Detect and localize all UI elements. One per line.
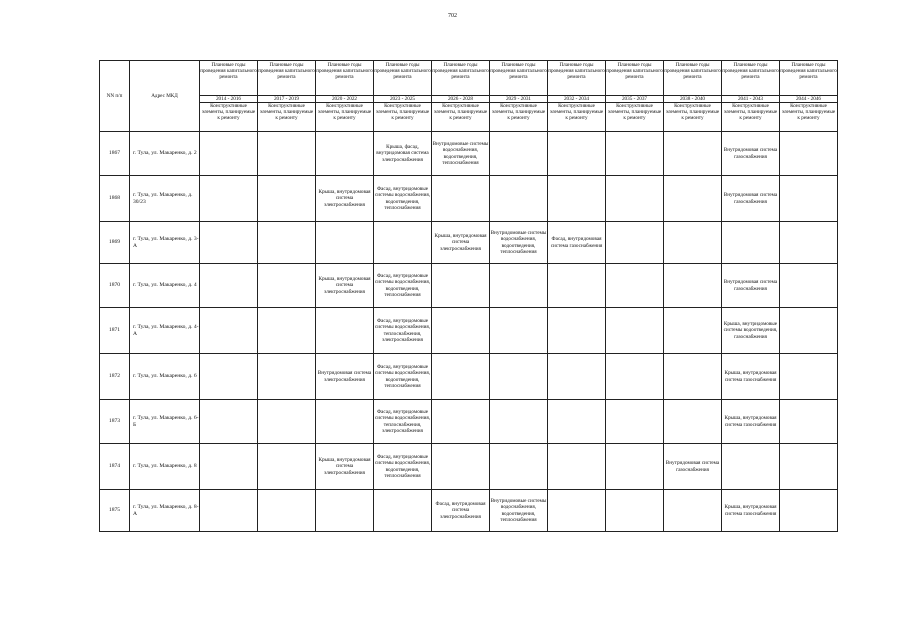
repair-cell (200, 490, 258, 532)
repair-cell (548, 444, 606, 490)
repair-cell (606, 400, 664, 444)
row-number: 1868 (100, 176, 130, 222)
repair-cell (200, 444, 258, 490)
repair-cell (490, 264, 548, 308)
repair-cell (374, 222, 432, 264)
repair-cell: Крыша, внутридомовая система газоснабжения (722, 400, 780, 444)
repair-cell (316, 132, 374, 176)
repair-cell: Внутридомовая система электроснабжения (316, 354, 374, 400)
repair-cell (722, 444, 780, 490)
repair-cell (200, 308, 258, 354)
elements-header: Конструктивные элементы, планируемые к ремонту (258, 103, 316, 132)
elements-header: Конструктивные элементы, планируемые к ремонту (780, 103, 838, 132)
repair-cell (548, 308, 606, 354)
repair-cell: Фасад, внутридомовые системы водоснабжения, водоотведения, теплоснабжения (374, 264, 432, 308)
elements-header: Конструктивные элементы, планируемые к ремонту (664, 103, 722, 132)
repair-cell (490, 354, 548, 400)
repair-cell (316, 222, 374, 264)
table-header (100, 61, 838, 132)
row-number: 1871 (100, 308, 130, 354)
address-header: Адрес МКД (130, 61, 200, 132)
row-number: 1873 (100, 400, 130, 444)
repair-cell (490, 308, 548, 354)
repair-cell (664, 264, 722, 308)
planned-years-header: Плановые годы проведения капитального ремонта (606, 61, 664, 96)
row-address: г. Тула, ул. Макаренко, д. 4 (130, 264, 200, 308)
repair-cell: Крыша, внутридомовая система электроснабжения (316, 264, 374, 308)
elements-header: Конструктивные элементы, планируемые к ремонту (490, 103, 548, 132)
repair-cell (548, 400, 606, 444)
repair-cell (316, 400, 374, 444)
repair-cell (258, 354, 316, 400)
repair-cell (200, 132, 258, 176)
repair-cell (548, 176, 606, 222)
table-row (100, 222, 838, 264)
elements-header: Конструктивные элементы, планируемые к ремонту (374, 103, 432, 132)
table-row (100, 444, 838, 490)
row-address: г. Тула, ул. Макаренко, д. 2 (130, 132, 200, 176)
row-address: г. Тула, ул. Макаренко, д. 30/23 (130, 176, 200, 222)
planned-years-header: Плановые годы проведения капитального ремонта (722, 61, 780, 96)
repair-cell: Внутридомовые системы водоснабжения, водоотведения, теплоснабжения (490, 222, 548, 264)
repair-cell (780, 264, 838, 308)
elements-header: Конструктивные элементы, планируемые к ремонту (722, 103, 780, 132)
planned-years-header: Плановые годы проведения капитального ремонта (780, 61, 838, 96)
row-number: 1870 (100, 264, 130, 308)
repair-cell (664, 354, 722, 400)
repair-cell (780, 176, 838, 222)
repair-cell (606, 444, 664, 490)
repair-cell (258, 176, 316, 222)
table-row (100, 176, 838, 222)
repair-cell (780, 222, 838, 264)
table-row (100, 132, 838, 176)
table-row (100, 400, 838, 444)
repair-cell (316, 490, 374, 532)
planned-years-header: Плановые годы проведения капитального ремонта (490, 61, 548, 96)
repair-cell (200, 264, 258, 308)
repair-cell (548, 490, 606, 532)
period-header: 2026 - 2028 (432, 96, 490, 103)
repair-cell (548, 132, 606, 176)
repair-cell (606, 308, 664, 354)
repair-cell (258, 444, 316, 490)
repair-cell (258, 264, 316, 308)
repair-cell: Внутридомовая система газоснабжения (664, 444, 722, 490)
period-header: 2023 - 2025 (374, 96, 432, 103)
repair-cell (606, 490, 664, 532)
planned-years-header: Плановые годы проведения капитального ремонта (316, 61, 374, 96)
repair-cell (780, 490, 838, 532)
repair-cell (664, 490, 722, 532)
repair-cell (780, 308, 838, 354)
repair-cell: Крыша, внутридомовая система электроснабжения (316, 176, 374, 222)
repair-cell: Внутридомовая система газоснабжения (722, 132, 780, 176)
row-number: 1867 (100, 132, 130, 176)
repair-cell (258, 308, 316, 354)
nn-header: NN п/п (100, 61, 130, 132)
repair-cell: Фасад, внутридомовые системы водоснабжения, теплоснабжения, электроснабжения (374, 400, 432, 444)
row-address: г. Тула, ул. Макаренко, д. 4-А (130, 308, 200, 354)
table-row (100, 490, 838, 532)
repair-cell (722, 222, 780, 264)
repair-cell: Внутридомовая система газоснабжения (722, 264, 780, 308)
row-address: г. Тула, ул. Макаренко, д. 3-А (130, 222, 200, 264)
planned-years-header: Плановые годы проведения капитального ремонта (664, 61, 722, 96)
repair-cell: Крыша, внутридомовая система газоснабжения (722, 354, 780, 400)
repair-cell: Внутридомовые системы водоснабжения, водоотведения, теплоснабжения (432, 132, 490, 176)
repair-cell: Крыша, внутридомовая система электроснабжения (432, 222, 490, 264)
table-row (100, 308, 838, 354)
period-header: 2044 - 2046 (780, 96, 838, 103)
planned-years-header: Плановые годы проведения капитального ремонта (548, 61, 606, 96)
repair-cell: Фасад, внутридомовые системы водоснабжения, водоотведения, теплоснабжения (374, 176, 432, 222)
repair-cell (664, 222, 722, 264)
repair-cell (664, 308, 722, 354)
table-row (100, 264, 838, 308)
period-header: 2014 - 2016 (200, 96, 258, 103)
repair-cell (200, 222, 258, 264)
period-header: 2017 - 2019 (258, 96, 316, 103)
repair-cell (490, 132, 548, 176)
repair-cell (664, 176, 722, 222)
period-header: 2038 - 2040 (664, 96, 722, 103)
period-header: 2035 - 2037 (606, 96, 664, 103)
repair-cell (200, 400, 258, 444)
repair-cell: Крыша, внутридомовые системы водоотведения, газоснабжения (722, 308, 780, 354)
repair-cell: Фасад, внутридомовая система газоснабжения (548, 222, 606, 264)
repair-cell (258, 490, 316, 532)
capital-repair-table (99, 60, 838, 532)
row-number: 1872 (100, 354, 130, 400)
row-number: 1869 (100, 222, 130, 264)
repair-cell (780, 444, 838, 490)
repair-cell (664, 132, 722, 176)
elements-header: Конструктивные элементы, планируемые к ремонту (432, 103, 490, 132)
planned-years-header: Плановые годы проведения капитального ремонта (200, 61, 258, 96)
repair-cell: Крыша, фасад, внутридомовая система электроснабжения (374, 132, 432, 176)
repair-cell (432, 400, 490, 444)
repair-cell (374, 490, 432, 532)
repair-cell (490, 400, 548, 444)
repair-cell (606, 264, 664, 308)
row-number: 1874 (100, 444, 130, 490)
row-address: г. Тула, ул. Макаренко, д. 6-Б (130, 400, 200, 444)
repair-cell (258, 400, 316, 444)
repair-cell (432, 176, 490, 222)
repair-cell (432, 308, 490, 354)
repair-cell (316, 308, 374, 354)
planned-years-header: Плановые годы проведения капитального ремонта (374, 61, 432, 96)
repair-cell (258, 132, 316, 176)
repair-cell (200, 354, 258, 400)
repair-cell (606, 132, 664, 176)
repair-cell: Крыша, внутридомовая система газоснабжения (722, 490, 780, 532)
repair-cell: Внутридомовые системы водоснабжения, водоотведения, теплоснабжения (490, 490, 548, 532)
repair-cell (258, 222, 316, 264)
repair-cell: Крыша, внутридомовая система электроснабжения (316, 444, 374, 490)
repair-cell: Фасад, внутридомовая система электроснабжения (432, 490, 490, 532)
planned-years-header: Плановые годы проведения капитального ремонта (432, 61, 490, 96)
repair-cell (432, 444, 490, 490)
elements-header: Конструктивные элементы, планируемые к ремонту (548, 103, 606, 132)
repair-cell (200, 176, 258, 222)
row-address: г. Тула, ул. Макаренко, д. 6 (130, 354, 200, 400)
row-address: г. Тула, ул. Макаренко, д. 8 (130, 444, 200, 490)
repair-cell (780, 400, 838, 444)
period-header: 2032 - 2034 (548, 96, 606, 103)
repair-cell (548, 354, 606, 400)
repair-cell (548, 264, 606, 308)
planned-years-header: Плановые годы проведения капитального ремонта (258, 61, 316, 96)
table-row (100, 354, 838, 400)
repair-cell (606, 176, 664, 222)
period-header: 2041 - 2043 (722, 96, 780, 103)
repair-cell: Фасад, внутридомовые системы водоснабжения, водоотведения, теплоснабжения (374, 444, 432, 490)
elements-header: Конструктивные элементы, планируемые к ремонту (316, 103, 374, 132)
page-number: 702 (448, 13, 457, 19)
repair-cell (606, 354, 664, 400)
repair-cell: Внутридомовая система газоснабжения (722, 176, 780, 222)
row-number: 1875 (100, 490, 130, 532)
elements-header: Конструктивные элементы, планируемые к ремонту (606, 103, 664, 132)
elements-header: Конструктивные элементы, планируемые к ремонту (200, 103, 258, 132)
period-header: 2020 - 2022 (316, 96, 374, 103)
repair-cell: Фасад, внутридомовые системы водоснабжения, водоотведения, теплоснабжения (374, 354, 432, 400)
repair-cell (432, 264, 490, 308)
repair-cell (664, 400, 722, 444)
period-header: 2029 - 2031 (490, 96, 548, 103)
repair-cell (432, 354, 490, 400)
repair-cell (606, 222, 664, 264)
repair-cell: Фасад, внутридомовые системы водоснабжения, теплоснабжения, электроснабжения (374, 308, 432, 354)
row-address: г. Тула, ул. Макаренко, д. 8-А (130, 490, 200, 532)
table-body (100, 132, 838, 532)
repair-cell (490, 444, 548, 490)
repair-cell (780, 132, 838, 176)
repair-cell (490, 176, 548, 222)
repair-cell (780, 354, 838, 400)
